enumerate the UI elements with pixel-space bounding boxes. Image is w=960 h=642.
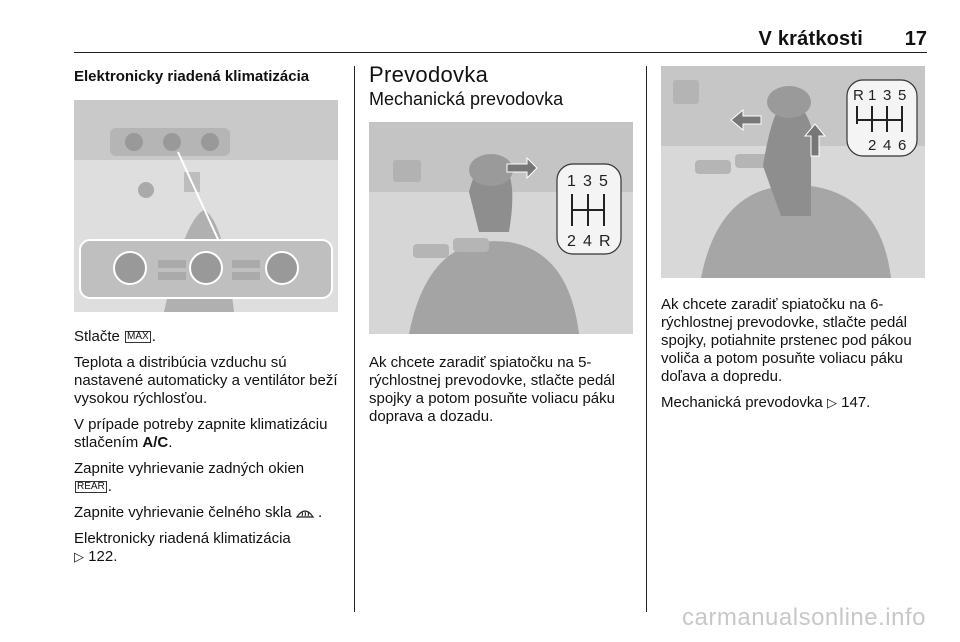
rear-window-heating-icon: REAR [77, 481, 105, 493]
column-climate [74, 60, 344, 574]
gear-label: 4 [883, 137, 892, 154]
reference-page: 122. [88, 548, 118, 565]
reference-gearbox: Mechanická prevodovka ▷ 147. [661, 394, 871, 411]
gear-label: 5 [898, 87, 907, 104]
six-speed-gear-illustration [661, 66, 925, 278]
page-header [74, 26, 927, 53]
gear-label: R [599, 233, 611, 250]
paragraph-windscreen: Zapnite vyhrievanie čelného skla . [74, 504, 323, 521]
section-subtitle-climate: Elektronicky riadená klimatizácia [74, 68, 310, 85]
paragraph-auto: Teplota a distribúcia vzduchu sú nastavené automaticky a ventilátor beží vysokou rýchlosťou. [74, 354, 338, 407]
climate-control-illustration [74, 100, 338, 312]
paragraph-five-speed: Ak chcete zaradiť spiatočku na 5-rýchlostnej prevodovke, stlačte pedál spojky a potom posuňte voliacu páku doprava a dozadu. [369, 354, 615, 425]
column-gearbox-6 [661, 60, 927, 420]
column-divider-left [354, 66, 355, 612]
page-reference-arrow-icon: ▷ [74, 549, 84, 564]
ac-label: A/C [142, 434, 169, 451]
section-heading-manual: Mechanická prevodovka [369, 89, 564, 109]
reference-page: 147. [841, 394, 871, 411]
gear-label: R [853, 87, 864, 104]
max-defrost-icon: MAX [127, 331, 149, 343]
watermark: carmanualsonline.info [682, 604, 926, 631]
gear-label: 6 [898, 137, 907, 154]
section-title-gearbox: Prevodovka [369, 62, 489, 87]
page-number: 17 [904, 28, 927, 50]
reference-climate: Elektronicky riadená klimatizácia ▷ 122. [74, 530, 291, 565]
paragraph-six-speed: Ak chcete zaradiť spiatočku na 6-rýchlostnej prevodovke, stlačte pedál spojky, potiahnite prstenec pod pákou voliča a potom posuňte voliacu páku doľava a dopredu. [661, 296, 912, 385]
gear-label: 2 [868, 137, 877, 154]
page-reference-arrow-icon: ▷ [826, 395, 837, 410]
gear-label: 3 [883, 87, 892, 104]
column-divider-right [646, 66, 647, 612]
paragraph-ac: V prípade potreby zapnite klimatizáciu stlačením A/C. [74, 416, 328, 451]
gear-label: 5 [599, 173, 608, 190]
header-title: V krátkosti [758, 28, 863, 50]
gear-label: 3 [583, 173, 592, 190]
gear-label: 2 [567, 233, 576, 250]
windscreen-heating-icon [296, 504, 318, 521]
five-speed-gear-illustration [369, 122, 633, 334]
gear-label: 1 [868, 87, 877, 104]
press-instruction: Stlačte MAX . [74, 328, 156, 345]
gear-label: 1 [567, 173, 576, 190]
gear-label: 4 [583, 233, 592, 250]
paragraph-rear-window: Zapnite vyhrievanie zadných okien REAR . [74, 460, 305, 495]
column-gearbox-5 [369, 60, 633, 434]
